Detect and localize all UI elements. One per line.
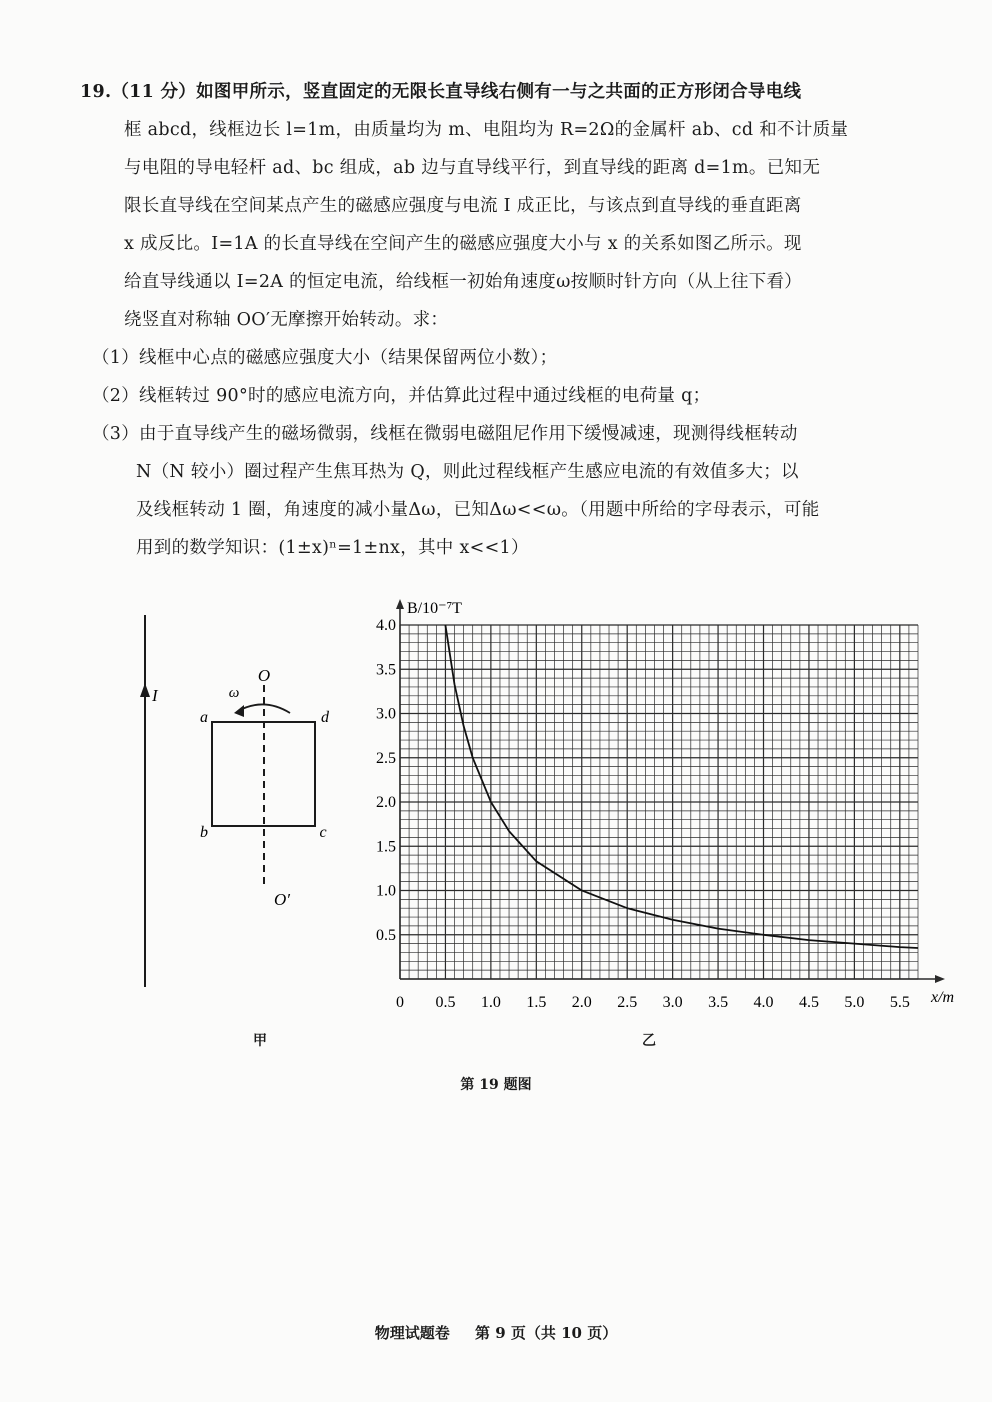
y-tick-label: 2.0 (376, 794, 396, 811)
x-tick-label: 4.5 (798, 994, 819, 1011)
corner-b-label: b (200, 824, 208, 841)
y-tick-label: 1.0 (376, 882, 396, 900)
rotation-arrow-icon (234, 705, 244, 717)
y-tick-label: 0.5 (376, 926, 396, 944)
question-line: x 成反比。I=1A 的长直导线在空间产生的磁感应强度大小与 x 的关系如图乙所示。现 (124, 234, 802, 254)
question-line: 19.（11 分）如图甲所示，竖直固定的无限长直导线右侧有一与之共面的正方形闭合导电线 (80, 82, 802, 102)
x-tick-label: 5.0 (844, 994, 865, 1011)
y-tick-label: 2.5 (376, 749, 396, 767)
question-line: 用到的数学知识：(1±x)ⁿ=1±nx，其中 x<<1） (136, 538, 529, 558)
question-line: N（N 较小）圈过程产生焦耳热为 Q，则此过程线框产生感应电流的有效值多大；以 (136, 462, 799, 482)
chart-grid (400, 625, 918, 979)
x-tick-label: 2.5 (617, 994, 638, 1011)
current-arrow-icon (140, 683, 150, 697)
x-tick-label: 3.5 (708, 994, 729, 1011)
corner-d-label: d (321, 709, 329, 726)
question-line: 与电阻的导电轻杆 ad、bc 组成，ab 边与直导线平行，到直导线的距离 d=1m。已知无 (124, 158, 821, 178)
axis-bottom-label: O′ (274, 890, 290, 909)
current-label: I (152, 686, 158, 705)
x-tick-label: 3.0 (662, 994, 683, 1011)
x-tick-label: 0 (396, 994, 404, 1011)
y-tick-label: 3.0 (376, 705, 396, 723)
question-line: 框 abcd，线框边长 l=1m，由质量均为 m、电阻均为 R=2Ω的金属杆 ab、cd 和不计质量 (124, 120, 849, 140)
footer-page-number: 第 9 页（共 10 页） (475, 1324, 618, 1342)
x-tick-label: 4.0 (753, 994, 774, 1011)
y-tick-label: 4.0 (376, 617, 396, 634)
page-footer (0, 1322, 992, 1343)
x-axis-arrow-icon (935, 975, 945, 983)
figure-jia-caption: 甲 (253, 1033, 267, 1049)
x-tick-label: 0.5 (435, 994, 456, 1011)
question-line: 及线框转动 1 圈，角速度的减小量Δω，已知Δω<<ω。（用题中所给的字母表示，可能 (136, 500, 820, 520)
sub-question-1: （1）线框中心点的磁感应强度大小（结果保留两位小数）； (92, 348, 558, 368)
sub-question-3: （3）由于直导线产生的磁场微弱，线框在微弱电磁阻尼作用下缓慢减速，现测得线框转动 (92, 424, 798, 444)
footer-subject: 物理试题卷 (374, 1324, 450, 1342)
x-tick-label: 1.0 (480, 994, 501, 1011)
figure-caption: 第 19 题图 (460, 1077, 532, 1093)
chart-axes (396, 599, 945, 983)
omega-label: ω (228, 685, 240, 701)
question-line: 限长直导线在空间某点产生的磁感应强度与电流 I 成正比，与该点到直导线的垂直距离 (124, 196, 802, 216)
corner-c-label: c (319, 824, 327, 841)
sub-question-2: （2）线框转过 90°时的感应电流方向，并估算此过程中通过线框的电荷量 q； (92, 386, 711, 406)
y-axis-arrow-icon (396, 599, 404, 609)
x-tick-label: 5.5 (889, 994, 910, 1011)
x-tick-label: 1.5 (526, 994, 547, 1011)
x-tick-label: 2.0 (571, 994, 592, 1011)
chart-tick-labels (376, 617, 910, 1011)
figure-yi-caption: 乙 (642, 1033, 656, 1049)
axis-top-label: O (257, 666, 271, 685)
corner-a-label: a (200, 709, 208, 726)
y-tick-label: 3.5 (376, 661, 396, 679)
y-axis-label: B/10⁻⁷T (407, 600, 462, 617)
question-line: 给直导线通以 I=2A 的恒定电流，给线框一初始角速度ω按顺时针方向（从上往下看） (124, 272, 803, 292)
question-line: 绕竖直对称轴 OO′无摩擦开始转动。求： (124, 310, 449, 330)
figure-yi-chart (355, 595, 975, 1055)
figure-jia-diagram (120, 605, 360, 1015)
y-tick-label: 1.5 (376, 838, 396, 856)
x-axis-label: x/m (931, 989, 955, 1006)
